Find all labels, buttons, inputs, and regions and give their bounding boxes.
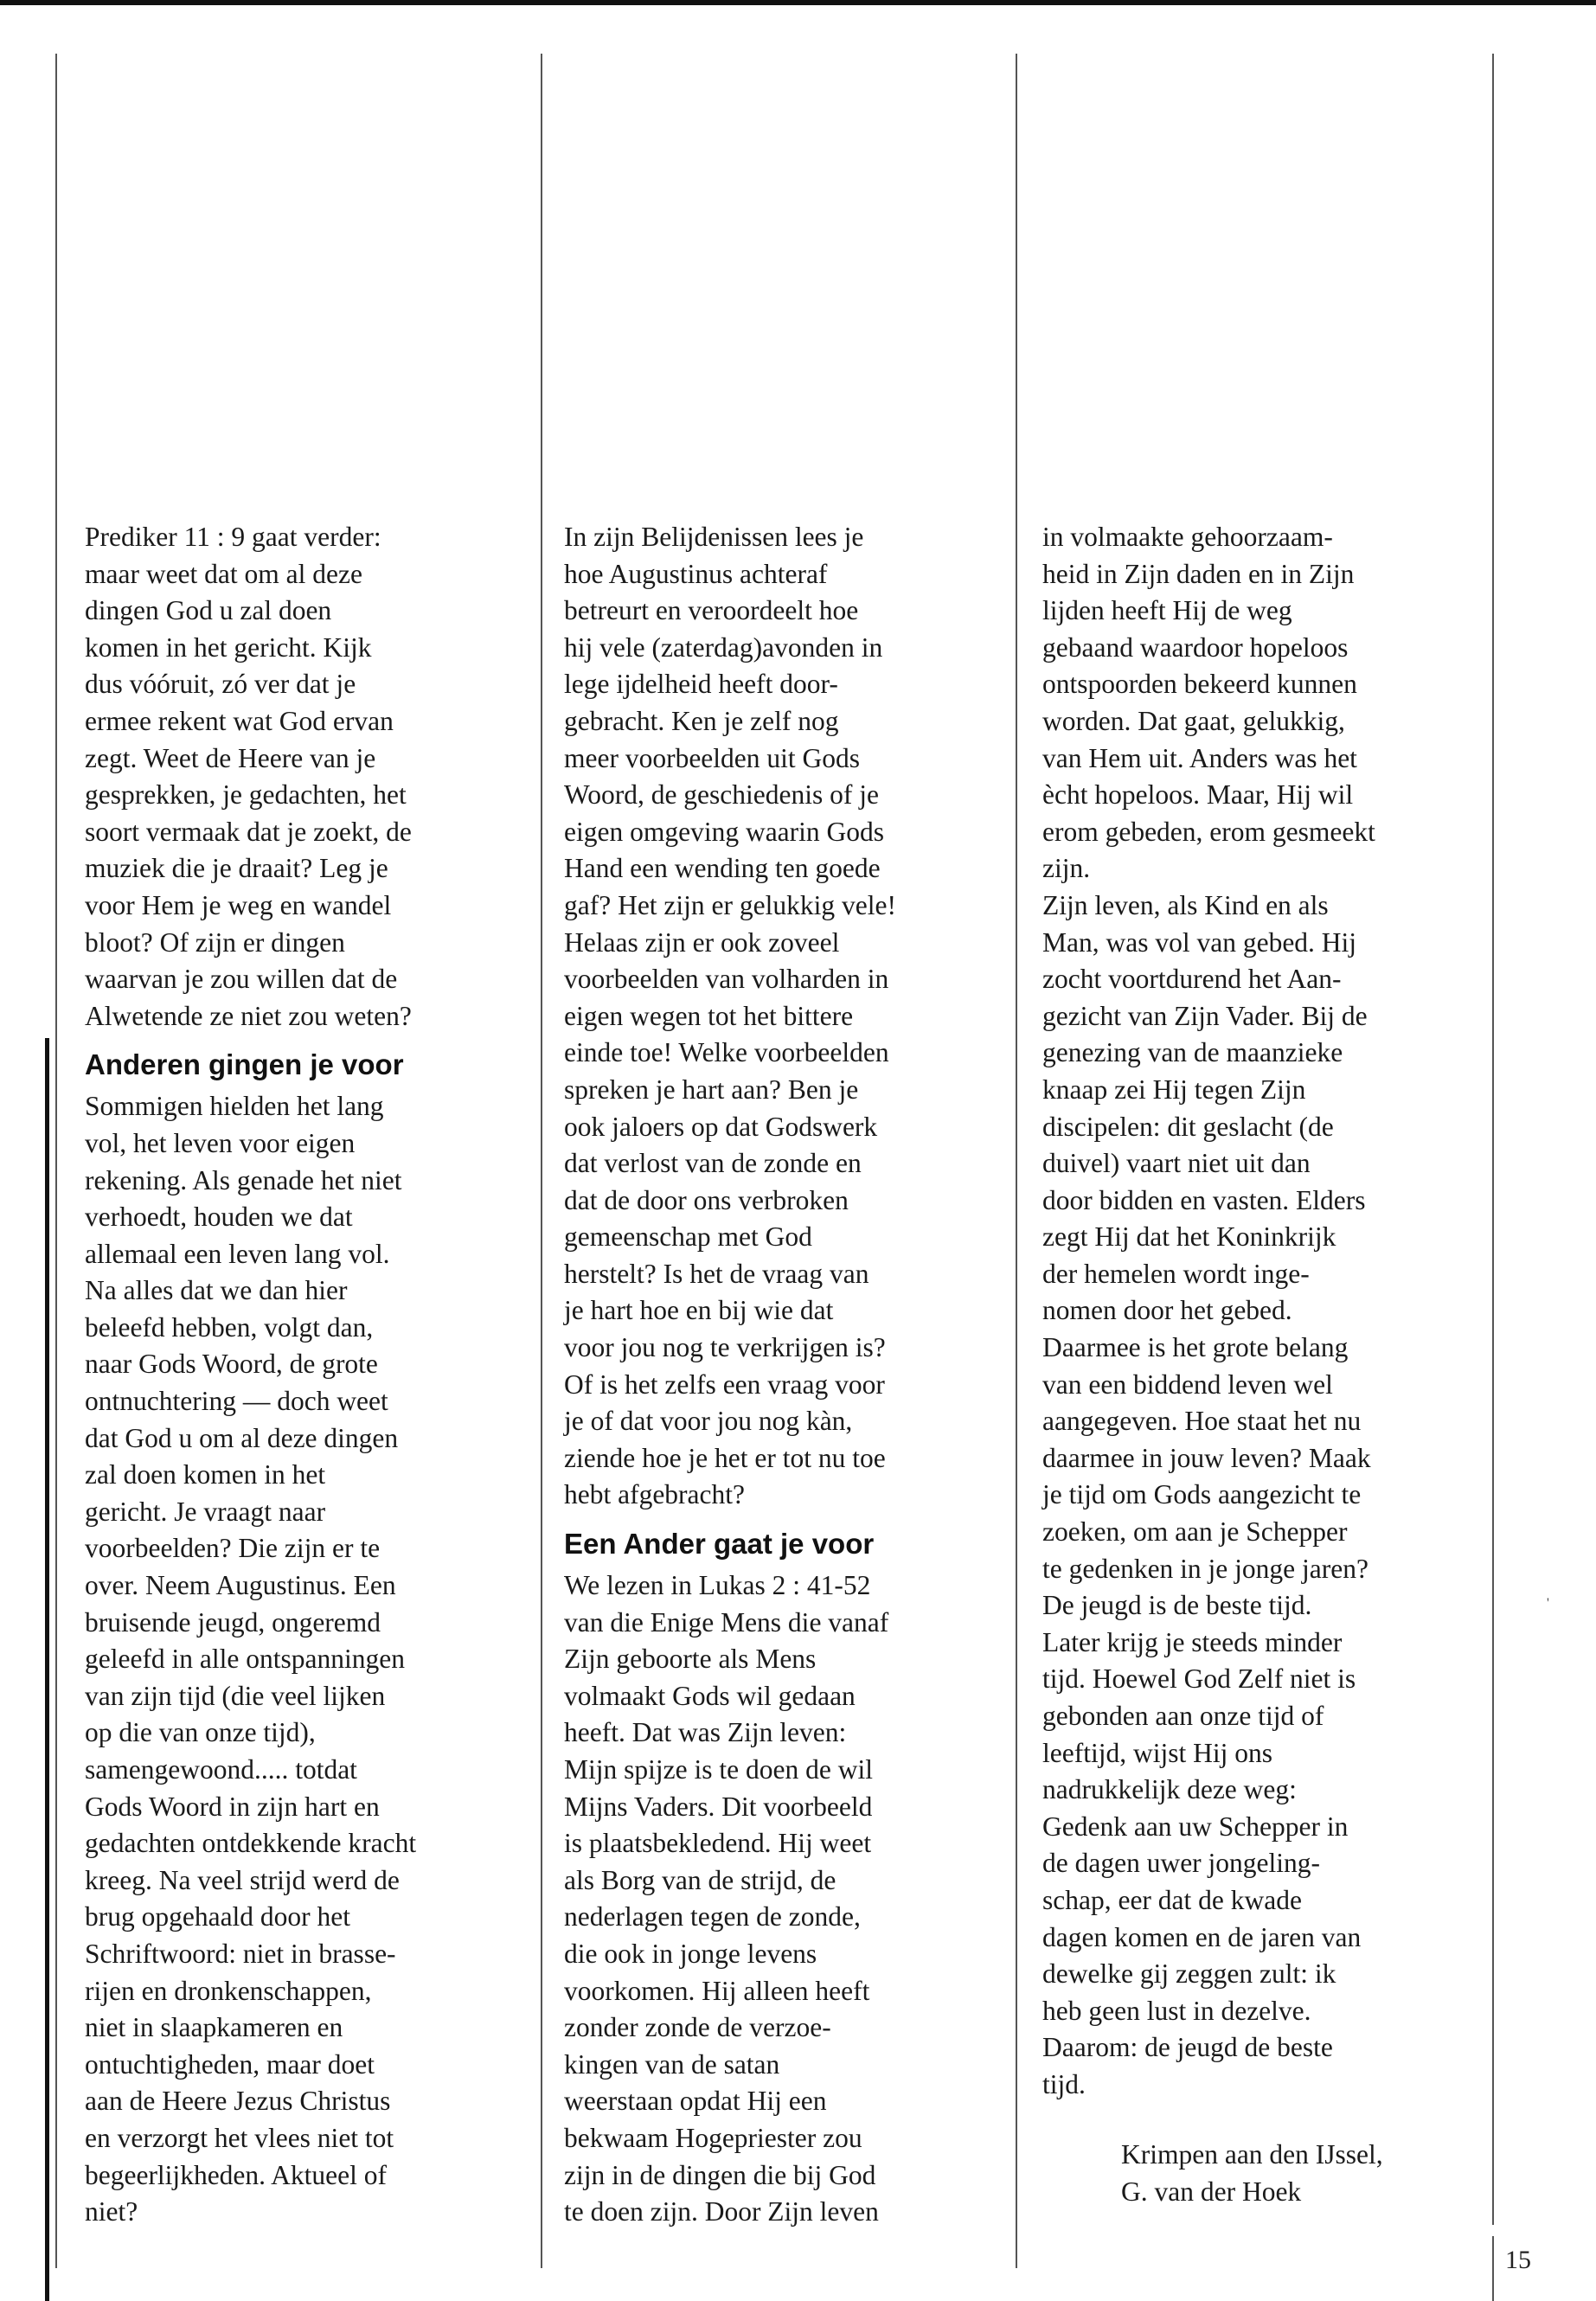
page-number-rule [1492,2236,1494,2301]
article-column-3 [1042,519,1492,2104]
column-3-paragraph-1: in volmaakte gehoorzaam- heid in Zijn daden en in Zijn lijden heeft Hij de weg gebaand waardoor hopeloos ontspoorden bekeerd kunnen worden. Dat gaat, gelukkig, van Hem uit. Anders was het ècht hopeloos. Maar, Hij wil erom gebeden, erom gesmeekt zijn. Zijn leven, als Kind en als Man, was vol van gebed. Hij zocht voortdurend het Aan- gezicht van Zijn Vader. Bij de genezing van de maanzieke knaap zei Hij tegen Zijn discipelen: dit geslacht (de duivel) vaart niet uit dan door bidden en vasten. Elders zegt Hij dat het Koninkrijk der hemelen wordt inge- nomen door het gebed. Daarmee is het grote belang van een biddend leven wel aangegeven. Hoe staat het nu daarmee in jouw leven? Maak je tijd om Gods aangezicht te zoeken, om aan je Schepper te gedenken in je jonge jaren? De jeugd is de beste tijd. Later krijg je steeds minder tijd. Hoewel God Zelf niet is gebonden aan onze tijd of leeftijd, wijst Hij ons nadrukkelijk deze weg: Gedenk aan uw Schepper in de dagen uwer jongeling- schap, eer dat de kwade dagen komen en de jaren van dewelke gij zeggen zult: ik heb geen lust in dezelve. Daarom: de jeugd de beste tijd. [1042,522,1375,2099]
signature-author: G. van der Hoek [1121,2176,1302,2207]
margin-mark: ' [1547,1596,1549,1611]
column-2-paragraph-1: In zijn Belijdenissen lees je hoe Augustinus achteraf betreurt en veroordeelt hoe hij vele (zaterdag)avonden in lege ijdelheid heeft door- gebracht. Ken je zelf nog meer voorbeelden uit Gods Woord, de geschiedenis of je eigen omgeving waarin Gods Hand een wending ten goede gaf? Het zijn er gelukkig vele! Helaas zijn er ook zoveel voorbeelden van volharden in eigen wegen tot het bittere einde toe! Welke voorbeelden spreken je hart aan? Ben je ook jaloers op dat Godswerk dat verlost van de zonde en dat de door ons verbroken gemeenschap met God herstelt? Is het de vraag van je hart hoe en bij wie dat voor jou nog te verkrijgen is? Of is het zelfs een vraag voor je of dat voor jou nog kàn, ziende hoe je het er tot nu toe hebt afgebracht? [564,522,896,1510]
column-1-paragraph-2: Sommigen hielden het lang vol, het leven voor eigen rekening. Als genade het niet verhoedt, houden we dat allemaal een leven lang vol. Na alles dat we dan hier beleefd hebben, volgt dan, naar Gods Woord, de grote ontnuchtering — doch weet dat God u om al deze dingen zal doen komen in het gericht. Je vraagt naar voorbeelden? Die zijn er te over. Neem Augustinus. Een bruisende jeugd, ongeremd geleefd in alle ontspanningen van zijn tijd (die veel lijken op die van onze tijd), samengewoond..... totdat Gods Woord in zijn hart en gedachten ontdekkende kracht kreeg. Na veel strijd werd de brug opgehaald door het Schriftwoord: niet in brasse- rijen en dronkenschappen, niet in slaapkameren en ontuchtigheden, maar doet aan de Heere Jezus Christus en verzorgt het vlees niet tot begeerlijkheden. Aktueel of niet? [85,1091,417,2227]
column-rule-2 [1016,54,1017,2268]
column-rule-1 [541,54,542,2268]
column-2-paragraph-2: We lezen in Lukas 2 : 41-52 van die Enige Mens die vanaf Zijn geboorte als Mens volmaakt Gods wil gedaan heeft. Dat was Zijn leven: Mijn spijze is te doen de wil Mijns Vaders. Dit voorbeeld is plaatsbekledend. Hij weet als Borg van de strijd, de nederlagen tegen de zonde, die ook in jonge levens voorkomen. Hij alleen heeft zonder zonde de verzoe- kingen van de satan weerstaan opdat Hij een bekwaam Hogepriester zou zijn in de dingen die bij God te doen zijn. Door Zijn leven [564,1570,889,2227]
page-number: 15 [1505,2246,1531,2274]
top-border-bar [0,0,1596,5]
signature-place: Krimpen aan den IJssel, [1121,2139,1383,2170]
left-border-bar [45,1038,49,2301]
author-signature [1121,2137,1383,2210]
column-rule-left [55,54,57,2268]
section-heading-anderen: Anderen gingen je voor [85,1048,404,1081]
section-heading-een-ander: Een Ander gaat je voor [564,1528,875,1561]
column-1-paragraph-1: Prediker 11 : 9 gaat verder: maar weet dat om al deze dingen God u zal doen komen in het gericht. Kijk dus vóóruit, zó ver dat je ermee rekent wat God ervan zegt. Weet de Heere van je gesprekken, je gedachten, het soort vermaak dat je zoekt, de muziek die je draait? Leg je voor Hem je weg en wandel bloot? Of zijn er dingen waarvan je zou willen dat de Alwetende ze niet zou weten? [85,522,412,1031]
column-rule-right [1492,54,1494,2225]
article-column-2 [564,519,997,2231]
article-column-1 [85,519,526,2231]
